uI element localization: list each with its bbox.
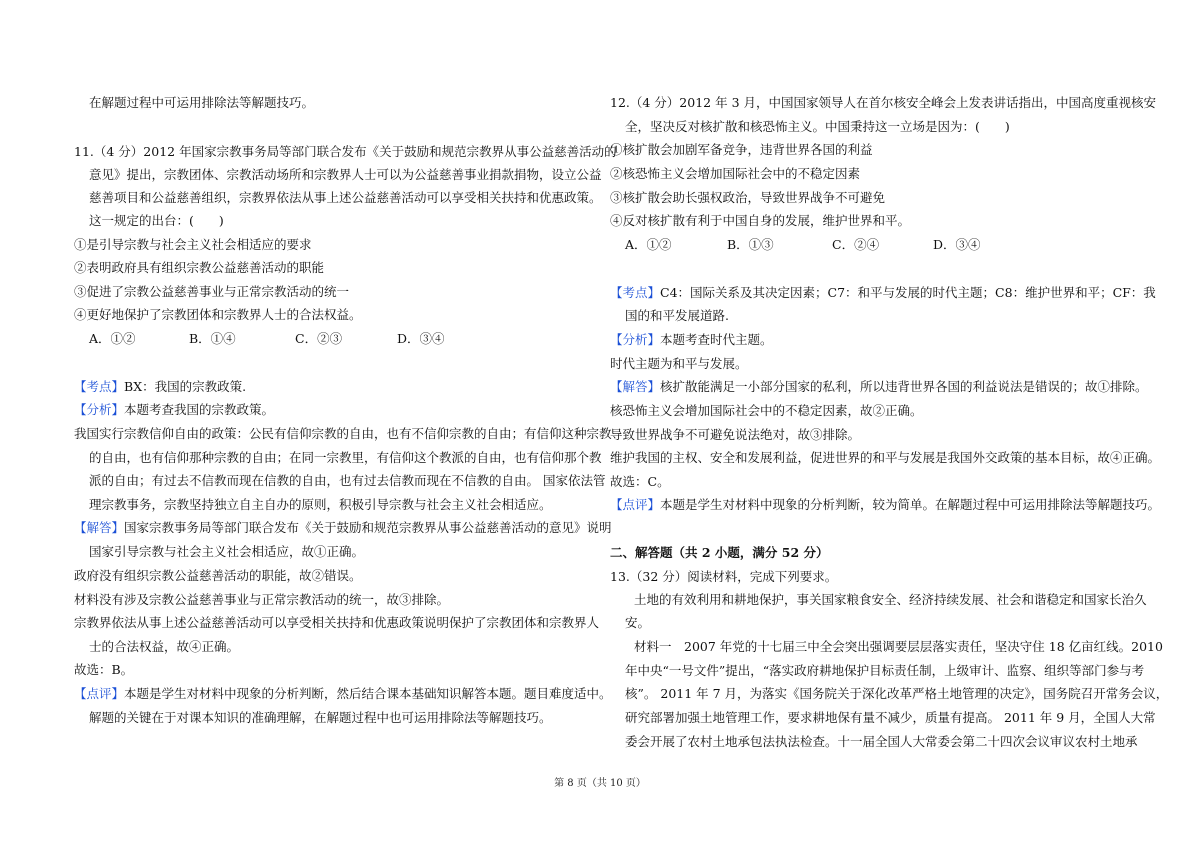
q13-stem: 13.（32 分）阅读材料，完成下列要求。 bbox=[610, 569, 838, 584]
q13-material-line4: 研究部署加强土地管理工作，要求耕地保有量不减少，质量有提高。 2011 年 9 月，全国人大常 bbox=[625, 710, 1156, 725]
a12-para-line1: 时代主题为和平与发展。 bbox=[610, 356, 748, 371]
q12-option-a[interactable]: A．①② bbox=[625, 237, 672, 252]
a11-para-line1: 我国实行宗教信仰自由的政策：公民有信仰宗教的自由，也有不信仰宗教的自由；有信仰这种宗教 bbox=[74, 426, 612, 441]
section-2-heading: 二、解答题（共 2 小题，满分 52 分） bbox=[610, 545, 829, 560]
a11-para-line2: 的自由，也有信仰那种宗教的自由；在同一宗教里，有信仰这个教派的自由，也有信仰那个教 bbox=[89, 450, 602, 465]
a11-choice: 故选：B。 bbox=[74, 662, 134, 677]
q12-options bbox=[625, 237, 981, 253]
a11-para-line3: 派的自由；有过去不信教而现在信教的自由，也有过去信教而现在不信教的自由。 国家依法管 bbox=[89, 473, 606, 488]
q11-option-d[interactable]: D．③④ bbox=[397, 331, 445, 346]
q12-item-2: ②核恐怖主义会增加国际社会中的不稳定因素 bbox=[610, 166, 861, 181]
fenxi-tag: 【分析】 bbox=[74, 402, 125, 417]
a12-statement-4: 维护我国的主权、安全和发展利益，促进世界的和平与发展是我国外交政策的基本目标，故④正确。 bbox=[610, 450, 1161, 465]
a12-kaodian-line2: 国的和平发展道路. bbox=[625, 308, 729, 323]
q11-option-b[interactable]: B．①④ bbox=[189, 331, 236, 346]
q12-option-b[interactable]: B．①③ bbox=[727, 237, 774, 252]
q11-item-1: ①是引导宗教与社会主义社会相适应的要求 bbox=[74, 237, 312, 252]
a11-statement-4b: 士的合法权益，故④正确。 bbox=[89, 639, 240, 654]
a12-kaodian: 【考点】C4：国际关系及其决定因素；C7：和平与发展的时代主题；C8：维护世界和平；CF：我 bbox=[610, 285, 1156, 300]
a11-kaodian: 【考点】BX：我国的宗教政策. bbox=[74, 379, 247, 394]
q12-item-4: ④反对核扩散有利于中国自身的发展，维护世界和平。 bbox=[610, 213, 911, 228]
a11-statement-4a: 宗教界依法从事上述公益慈善活动可以享受相关扶持和优惠政策说明保护了宗教团体和宗教界人 bbox=[74, 615, 600, 630]
a12-statement-2: 核恐怖主义会增加国际社会中的不稳定因素，故②正确。 bbox=[610, 403, 923, 418]
a11-dianping: 【点评】本题是学生对材料中现象的分析判断，然后结合课本基础知识解答本题。题目难度适中。 bbox=[74, 686, 612, 701]
q12-stem-line2: 全，坚决反对核扩散和核恐怖主义。中国秉持这一立场是因为：( ) bbox=[625, 119, 1010, 134]
q11-stem-line4: 这一规定的出台：( ) bbox=[89, 213, 224, 228]
jieda-tag: 【解答】 bbox=[74, 520, 125, 535]
q12-option-d[interactable]: D．③④ bbox=[933, 237, 981, 252]
kaodian-tag: 【考点】 bbox=[610, 285, 661, 300]
q11-item-4: ④更好地保护了宗教团体和宗教界人士的合法权益。 bbox=[74, 307, 362, 322]
a11-para-line4: 理宗教事务，宗教坚持独立自主自办的原则，积极引导宗教与社会主义社会相适应。 bbox=[89, 497, 552, 512]
a12-fenxi: 【分析】本题考查时代主题。 bbox=[610, 332, 773, 347]
q12-item-3: ③核扩散会助长强权政治，导致世界战争不可避免 bbox=[610, 190, 886, 205]
q11-item-3: ③促进了宗教公益慈善事业与正常宗教活动的统一 bbox=[74, 284, 350, 299]
a12-jieda: 【解答】核扩散能满足一小部分国家的私利，所以违背世界各国的利益说法是错误的；故①排除。 bbox=[610, 379, 1148, 394]
q13-para-line1: 土地的有效利用和耕地保护，事关国家粮食安全、经济持续发展、社会和谐稳定和国家长治久 bbox=[634, 592, 1147, 607]
q13-material-line3: 核”。 2011 年 7 月，为落实《国务院关于深化改革严格土地管理的决定》，国务院召开常务会议， bbox=[625, 686, 1169, 701]
page-number-footer: 第 8 页（共 10 页） bbox=[554, 778, 646, 789]
q11-option-a[interactable]: A．①② bbox=[89, 331, 136, 346]
a12-dianping: 【点评】本题是学生对材料中现象的分析判断，较为简单。在解题过程中可运用排除法等解题技巧。 bbox=[610, 497, 1161, 512]
q11-item-2: ②表明政府具有组织宗教公益慈善活动的职能 bbox=[74, 260, 325, 275]
a11-fenxi: 【分析】本题考查我国的宗教政策。 bbox=[74, 402, 275, 417]
jieda-tag: 【解答】 bbox=[610, 379, 661, 394]
q13-para-line2: 安。 bbox=[625, 615, 651, 630]
q12-item-1: ①核扩散会加剧军备竞争，违背世界各国的利益 bbox=[610, 142, 873, 157]
kaodian-tag: 【考点】 bbox=[74, 379, 125, 394]
q13-material-line5: 委会开展了农村土地承包法执法检查。十一届全国人大常委会第二十四次会议审议农村土地承 bbox=[625, 734, 1138, 749]
a12-choice: 故选：C。 bbox=[610, 474, 670, 489]
q12-option-c[interactable]: C．②④ bbox=[832, 237, 880, 252]
q13-material-line2: 年中央“一号文件”提出，“落实政府耕地保护目标责任制，上级审计、监察、组织等部门参与考 bbox=[625, 663, 1145, 678]
a11-statement-3: 材料没有涉及宗教公益慈善事业与正常宗教活动的统一，故③排除。 bbox=[74, 592, 450, 607]
a11-dianping-line2: 解题的关键在于对课本知识的准确理解，在解题过程中也可运用排除法等解题技巧。 bbox=[89, 710, 552, 725]
a11-jieda-line2: 国家引导宗教与社会主义社会相适应，故①正确。 bbox=[89, 544, 365, 559]
q11-stem-line3: 慈善项目和公益慈善组织，宗教界依法从事上述公益慈善活动可以享受相关扶持和优惠政策。 bbox=[89, 190, 602, 205]
q12-stem-line1: 12.（4 分）2012 年 3 月，中国国家领导人在首尔核安全峰会上发表讲话指出，中国高度重视核安 bbox=[610, 95, 1156, 110]
a11-statement-2: 政府没有组织宗教公益慈善活动的职能，故②错误。 bbox=[74, 568, 362, 583]
intro-line: 在解题过程中可运用排除法等解题技巧。 bbox=[89, 95, 315, 110]
q13-material-line1: 材料一 2007 年党的十七届三中全会突出强调要层层落实责任，坚决守住 18 亿亩红线。2010 bbox=[634, 639, 1163, 654]
dianping-tag: 【点评】 bbox=[610, 497, 661, 512]
q11-stem-line1: 11.（4 分）2012 年国家宗教事务局等部门联合发布《关于鼓励和规范宗教界从事公益慈善活动的 bbox=[74, 144, 617, 159]
q11-options bbox=[89, 331, 445, 347]
q11-stem-line2: 意见》提出，宗教团体、宗教活动场所和宗教界人士可以为公益慈善事业捐款捐物，设立公益 bbox=[89, 167, 602, 182]
dianping-tag: 【点评】 bbox=[74, 686, 125, 701]
fenxi-tag: 【分析】 bbox=[610, 332, 661, 347]
q11-option-c[interactable]: C．②③ bbox=[295, 331, 343, 346]
a12-statement-3: 导致世界战争不可避免说法绝对，故③排除。 bbox=[610, 427, 861, 442]
a11-jieda: 【解答】国家宗教事务局等部门联合发布《关于鼓励和规范宗教界从事公益慈善活动的意见》说明 bbox=[74, 520, 612, 535]
